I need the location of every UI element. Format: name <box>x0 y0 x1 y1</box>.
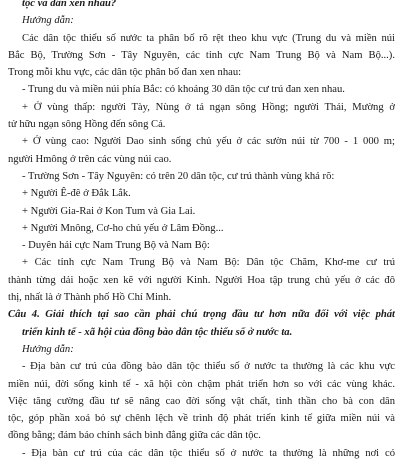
paragraph-line: miền núi, đời sống kinh tế - xã hội còn chậm phát triển hơn so với các vùng khác. <box>8 378 395 390</box>
paragraph-line: tử hữu ngạn sông Hồng đến sông Cả. <box>8 119 166 131</box>
list-item-cham <box>8 254 395 306</box>
paragraph-line: + Ở vùng cao: Người Dao sinh sống chủ yếu ở các sườn núi từ 700 - 1 000 m; <box>22 136 395 148</box>
paragraph-line: + Ở vùng thấp: người Tày, Nùng ở tả ngạn sông Hồng; người Thái, Mường ở <box>22 101 395 113</box>
paragraph-line: tộc, góp phần xoá bỏ sự chênh lệch về trình độ phát triển kinh tế giữa miền núi và <box>8 413 395 425</box>
paragraph-answer <box>8 358 395 444</box>
list-item-ede: + Người Ê-đê ở Đắk Lắk. <box>22 188 131 200</box>
hint-label: Hướng dẫn: <box>22 15 74 27</box>
paragraph-line: Các dân tộc thiểu số nước ta phân bố rõ rệt theo khu vực (Trung du và miền núi <box>22 32 395 44</box>
paragraph-line: Trong mỗi khu vực, các dân tộc phân bố đan xen nhau: <box>8 67 242 79</box>
list-item-lowland <box>8 99 395 134</box>
list-item-mnong: + Người Mnông, Cơ-ho chủ yếu ở Lâm Đồng... <box>22 222 224 234</box>
paragraph-line: - Địa bàn cư trú của đồng bào dân tộc thiểu số ở nước ta thường là các khu vực <box>22 361 395 373</box>
paragraph-line: Việc tăng cường đầu tư sẽ nâng cao đời sống vật chất, tinh thần cho bà con dân <box>8 395 395 407</box>
question-line: Câu 4. Giải thích tại sao cần phải chú trọng đầu tư hơn nữa đối với việc phát <box>8 309 395 321</box>
hint-label: Hướng dẫn: <box>22 343 74 355</box>
paragraph-line: thành từng dải hoặc xen kẽ với người Kinh. Người Hoa tập trung chủ yếu ở các đô <box>8 274 395 286</box>
list-item-gia-rai: + Người Gia-Rai ở Kon Tum và Gia Lai. <box>22 205 196 217</box>
list-item-truong-son: - Trường Sơn - Tây Nguyên: có trên 20 dân tộc, cư trú thành vùng khá rõ: <box>22 170 335 182</box>
question-line: triển kinh tế - xã hội của đồng bào dân tộc thiểu số ở nước ta. <box>22 326 293 338</box>
list-item-north: - Trung du và miền núi phía Bắc: có khoảng 30 dân tộc cư trú đan xen nhau. <box>22 84 345 96</box>
paragraph-line: người Hmông ở trên các vùng núi cao. <box>8 153 172 165</box>
previous-question-tail: tộc và dân xen nhau? <box>22 0 117 9</box>
paragraph-line: đồng bằng; đảm bảo chính sách bình đẳng giữa các dân tộc. <box>8 430 261 442</box>
paragraph-line: thị, nhất là ở Thành phố Hồ Chí Minh. <box>8 292 172 304</box>
paragraph-line: + Các tỉnh cực Nam Trung Bộ và Nam Bộ: Dân tộc Chăm, Khơ-me cư trú <box>22 257 395 269</box>
paragraph-line: Bắc Bộ, Trường Sơn - Tây Nguyên, các tỉnh cực Nam Trung Bộ và Nam Bộ...). <box>8 49 395 61</box>
question-heading <box>8 306 395 341</box>
paragraph-line-continued: - Địa bàn cư trú của các dân tộc thiểu số ở nước ta thường là những nơi có <box>22 447 395 459</box>
list-item-highland <box>8 133 395 168</box>
paragraph-intro <box>8 30 395 82</box>
list-item-coastal: - Duyên hải cực Nam Trung Bộ và Nam Bộ: <box>22 240 210 252</box>
